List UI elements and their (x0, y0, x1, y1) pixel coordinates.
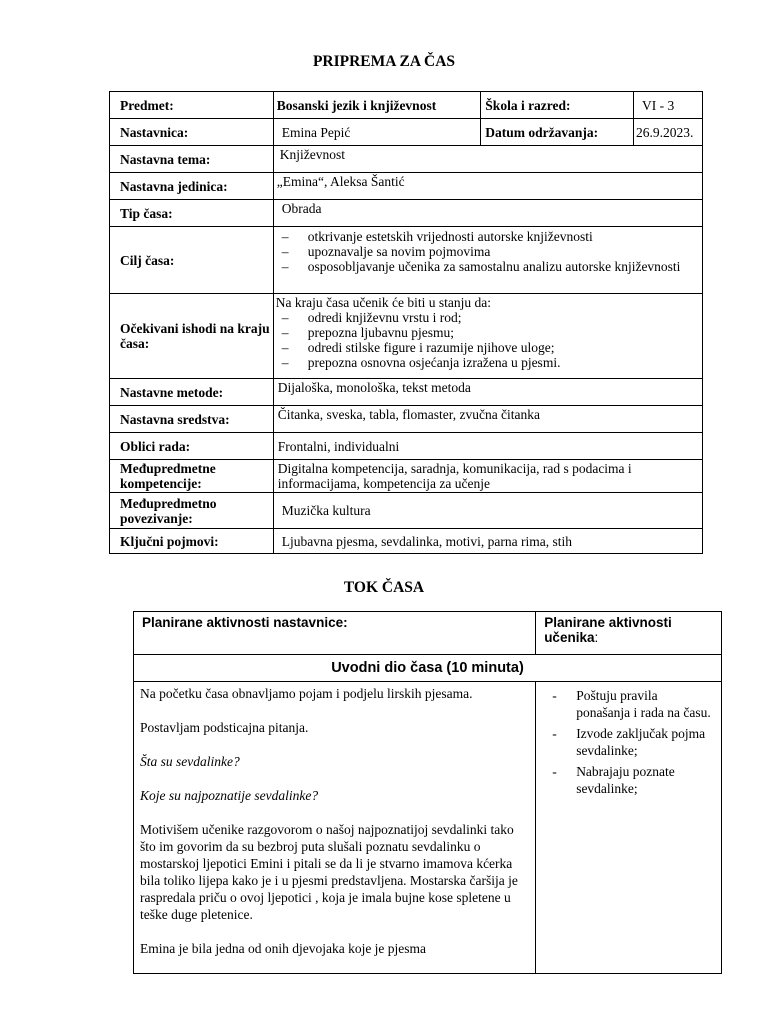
cilj-list (273, 227, 702, 294)
sredstva-label: Nastavna sredstva: (110, 406, 274, 433)
povezivanje-label: Međupredmetno povezivanje: (110, 493, 274, 529)
ishodi-item: – odredi stilske figure i razumije njihove uloge; (274, 340, 702, 355)
povezivanje-value: Muzička kultura (273, 493, 702, 529)
student-activity-item: - Nabrajaju poznate sevdalinke; (546, 763, 711, 797)
oblici-value: Frontalni, individualni (273, 433, 702, 460)
jedinica-label: Nastavna jedinica: (110, 173, 274, 200)
teacher-activities (134, 682, 536, 974)
kompetencije-label: Međupredmetne kompetencije: (110, 460, 274, 493)
activity-paragraph: Emina je bila jedna od onih djevojaka koje je pjesma (140, 941, 427, 956)
tip-label: Tip časa: (110, 200, 274, 227)
ishodi-item: – odredi književnu vrstu i rod; (274, 310, 702, 325)
pojmovi-value: Ljubavna pjesma, sevdalinka, motivi, parna rima, stih (273, 529, 702, 554)
activity-paragraph: Na početku časa obnavljamo pojam i podjelu lirskih pjesama. (140, 686, 473, 701)
student-column-header (536, 612, 722, 655)
nastavnica-value: Emina Pepić (273, 119, 481, 146)
predmet-label: Predmet: (110, 92, 274, 119)
flow-title: TOK ČASA (343, 579, 425, 596)
jedinica-value: „Emina“, Aleksa Šantić (273, 173, 702, 200)
tema-label: Nastavna tema: (110, 146, 274, 173)
datum-label: Datum održavanja: (481, 119, 634, 146)
oblici-label: Oblici rada: (110, 433, 274, 460)
teacher-column-header: Planirane aktivnosti nastavnice: (134, 612, 536, 655)
tema-value: Književnost (273, 146, 702, 173)
metode-label: Nastavne metode: (110, 379, 274, 406)
cilj-item: – upoznavalje sa novim pojmovima (274, 244, 702, 259)
datum-value: 26.9.2023. (634, 119, 703, 146)
lesson-flow-table (133, 611, 722, 974)
section-heading: Uvodni dio časa (10 minuta) (134, 655, 722, 682)
nastavnica-label: Nastavnica: (110, 119, 274, 146)
page-title: PRIPREMA ZA ČAS (312, 53, 456, 70)
cilj-item: – otkrivanje estetskih vrijednosti autorske književnosti (274, 229, 702, 244)
pojmovi-label: Ključni pojmovi: (110, 529, 274, 554)
metode-value: Dijaloška, monološka, tekst metoda (273, 379, 702, 406)
tip-value: Obrada (273, 200, 702, 227)
student-header-text: Planirane aktivnosti učenika (544, 615, 672, 645)
sredstva-value: Čitanka, sveska, tabla, flomaster, zvučna čitanka (273, 406, 702, 433)
ishodi-label: Očekivani ishodi na kraju časa: (110, 294, 274, 379)
skola-label: Škola i razred: (481, 92, 634, 119)
activity-paragraph: Motivišem učenike razgovorom o našoj najpoznatijoj sevdalinki tako što im govorim da su bezbroj puta slušali poznatu sevdalinku o mostarskoj ljepotici Emini i pitali se da li je stvarno imamova kćerka bila toliko lijepa kako je i u pjesmi predstavljena. Mostarska čaršija je raspredala priču o ovoj ljepotici , koja je imala bujne kose spletene u teške duge pletenice. (140, 822, 518, 922)
activity-question: Koje su najpoznatije sevdalinke? (140, 788, 319, 803)
skola-value: VI - 3 (634, 92, 703, 119)
activity-paragraph: Postavljam podsticajna pitanja. (140, 720, 309, 735)
student-header-colon: : (594, 630, 599, 645)
cilj-label: Cilj časa: (110, 227, 274, 294)
ishodi-item: – prepozna ljubavnu pjesmu; (274, 325, 702, 340)
activity-question: Šta su sevdalinke? (140, 754, 240, 769)
student-activity-item: - Poštuju pravila ponašanja i rada na času. (546, 687, 711, 721)
ishodi-intro: Na kraju časa učenik će biti u stanju da: (275, 295, 491, 310)
student-activity-item: - Izvode zaključak pojma sevdalinke; (546, 725, 711, 759)
lesson-info-table (109, 91, 703, 554)
predmet-value: Bosanski jezik i književnost (273, 92, 481, 119)
ishodi-item: – prepozna osnovna osjećanja izražena u pjesmi. (274, 355, 702, 370)
kompetencije-value: Digitalna kompetencija, saradnja, komunikacija, rad s podacima i informacijama, kompetencija za učenje (273, 460, 702, 493)
ishodi-list (273, 294, 702, 379)
cilj-item: – osposobljavanje učenika za samostalnu analizu autorske književnosti (274, 259, 702, 274)
student-activities (536, 682, 722, 974)
